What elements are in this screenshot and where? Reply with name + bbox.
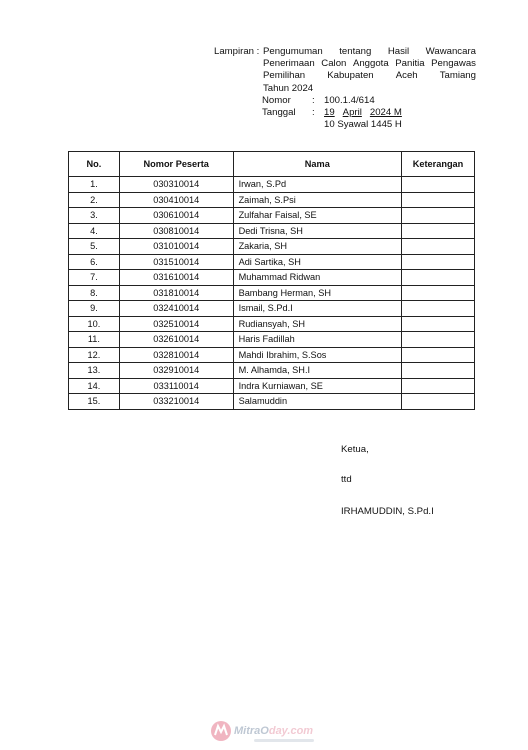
signature-ttd: ttd: [341, 474, 352, 485]
row-number: 9.: [69, 301, 120, 317]
lampiran-word: Tahun 2024: [263, 82, 314, 94]
nomor-peserta-cell: 033110014: [119, 378, 233, 394]
lampiran-line: [263, 58, 476, 70]
watermark: [210, 720, 313, 742]
watermark-logo-icon: [210, 720, 232, 742]
lampiran-word: Penerimaan: [263, 58, 315, 70]
tanggal-colon: :: [312, 107, 315, 119]
nama-cell: Mahdi Ibrahim, S.Sos: [233, 347, 401, 363]
row-number: 12.: [69, 347, 120, 363]
row-number: 10.: [69, 316, 120, 332]
nomor-peserta-cell: 031610014: [119, 270, 233, 286]
nama-cell: M. Alhamda, SH.I: [233, 363, 401, 379]
nomor-peserta-cell: 032510014: [119, 316, 233, 332]
nama-cell: Adi Sartika, SH: [233, 254, 401, 270]
nama-cell: Zaimah, S.Psi: [233, 192, 401, 208]
nomor-peserta-cell: 032610014: [119, 332, 233, 348]
nomor-row: [262, 95, 402, 107]
table-header-row: [69, 152, 475, 177]
table-row: [69, 347, 475, 363]
nomor-colon: :: [312, 95, 315, 106]
nomor-peserta-cell: 030310014: [119, 177, 233, 193]
table-row: [69, 223, 475, 239]
nomor-peserta-cell: 032410014: [119, 301, 233, 317]
lampiran-word: Pemilihan: [263, 70, 306, 82]
keterangan-cell: [402, 301, 475, 317]
tanggal-hijri: 10 Syawal 1445 H: [324, 119, 402, 131]
nama-cell: Salamuddin: [233, 394, 401, 410]
row-number: 4.: [69, 223, 120, 239]
tanggal-year: 2024 M: [369, 107, 402, 119]
hijri-row: [262, 119, 402, 131]
keterangan-cell: [402, 363, 475, 379]
signature-role: Ketua,: [341, 444, 369, 455]
header-no: No.: [69, 152, 120, 177]
table-row: [69, 285, 475, 301]
header-nama: Nama: [233, 152, 401, 177]
keterangan-cell: [402, 208, 475, 224]
lampiran-word: Calon: [321, 58, 347, 70]
watermark-brand-part2: day.com: [268, 725, 314, 737]
nama-cell: Bambang Herman, SH: [233, 285, 401, 301]
table-row: [69, 332, 475, 348]
lampiran-word: tentang: [339, 46, 372, 57]
lampiran-word: Wawancara: [425, 46, 476, 57]
table-row: [69, 378, 475, 394]
keterangan-cell: [402, 332, 475, 348]
lampiran-word: Hasil: [387, 46, 410, 57]
lampiran-word: Anggota: [352, 58, 389, 70]
lampiran-line: [263, 46, 476, 58]
watermark-brand-part1: MitraO: [234, 725, 269, 737]
row-number: 3.: [69, 208, 120, 224]
watermark-brand: [234, 725, 313, 737]
row-number: 14.: [69, 378, 120, 394]
table-row: [69, 177, 475, 193]
keterangan-cell: [402, 192, 475, 208]
nomor-peserta-cell: 032910014: [119, 363, 233, 379]
lampiran-word: Pengawas: [431, 58, 476, 70]
nama-cell: Irwan, S.Pd: [233, 177, 401, 193]
keterangan-cell: [402, 394, 475, 410]
table-row: [69, 316, 475, 332]
lampiran-word: Tamiang: [439, 70, 476, 82]
lampiran-body: [263, 46, 476, 95]
nama-cell: Indra Kurniawan, SE: [233, 378, 401, 394]
tanggal-row: [262, 107, 402, 119]
header-keterangan: Keterangan: [402, 152, 475, 177]
row-number: 6.: [69, 254, 120, 270]
nomor-peserta-cell: 031810014: [119, 285, 233, 301]
document-meta: [262, 95, 402, 132]
nomor-peserta-cell: 033210014: [119, 394, 233, 410]
nama-cell: Rudiansyah, SH: [233, 316, 401, 332]
tanggal-month: April: [342, 107, 362, 119]
peserta-table: [68, 151, 475, 410]
row-number: 1.: [69, 177, 120, 193]
keterangan-cell: [402, 316, 475, 332]
row-number: 11.: [69, 332, 120, 348]
keterangan-cell: [402, 239, 475, 255]
table-row: [69, 301, 475, 317]
row-number: 7.: [69, 270, 120, 286]
table-row: [69, 192, 475, 208]
nomor-peserta-cell: 030410014: [119, 192, 233, 208]
table-row: [69, 363, 475, 379]
keterangan-cell: [402, 270, 475, 286]
nama-cell: Dedi Trisna, SH: [233, 223, 401, 239]
keterangan-cell: [402, 378, 475, 394]
tanggal-label: Tanggal: [262, 107, 296, 119]
table-row: [69, 394, 475, 410]
row-number: 8.: [69, 285, 120, 301]
tanggal-day: 19: [324, 107, 335, 119]
lampiran-word: Panitia: [395, 58, 425, 70]
table-row: [69, 270, 475, 286]
lampiran-word: Pengumuman: [263, 46, 323, 57]
row-number: 15.: [69, 394, 120, 410]
table-row: [69, 208, 475, 224]
nama-cell: Zakaria, SH: [233, 239, 401, 255]
keterangan-cell: [402, 285, 475, 301]
lampiran-block: [214, 46, 476, 95]
nomor-peserta-cell: 031010014: [119, 239, 233, 255]
nama-cell: Haris Fadillah: [233, 332, 401, 348]
nama-cell: Muhammad Ridwan: [233, 270, 401, 286]
nomor-peserta-cell: 030610014: [119, 208, 233, 224]
row-number: 2.: [69, 192, 120, 208]
nomor-peserta-cell: 030810014: [119, 223, 233, 239]
keterangan-cell: [402, 177, 475, 193]
nomor-value: 100.1.4/614: [324, 95, 375, 106]
signatory-name: IRHAMUDDIN, S.Pd.I: [341, 506, 434, 517]
lampiran-label: Lampiran :: [214, 46, 260, 57]
row-number: 5.: [69, 239, 120, 255]
nomor-peserta-cell: 032810014: [119, 347, 233, 363]
lampiran-line: [263, 70, 476, 82]
nomor-peserta-cell: 031510014: [119, 254, 233, 270]
table-row: [69, 254, 475, 270]
nomor-label: Nomor: [262, 95, 291, 106]
header-nomor-peserta: Nomor Peserta: [119, 152, 233, 177]
table-body: [69, 177, 475, 410]
lampiran-word: Aceh: [395, 70, 418, 82]
keterangan-cell: [402, 254, 475, 270]
keterangan-cell: [402, 347, 475, 363]
row-number: 13.: [69, 363, 120, 379]
lampiran-line: [263, 83, 476, 95]
nama-cell: Ismail, S.Pd.I: [233, 301, 401, 317]
lampiran-word: Kabupaten: [327, 70, 374, 82]
keterangan-cell: [402, 223, 475, 239]
table-row: [69, 239, 475, 255]
nama-cell: Zulfahar Faisal, SE: [233, 208, 401, 224]
